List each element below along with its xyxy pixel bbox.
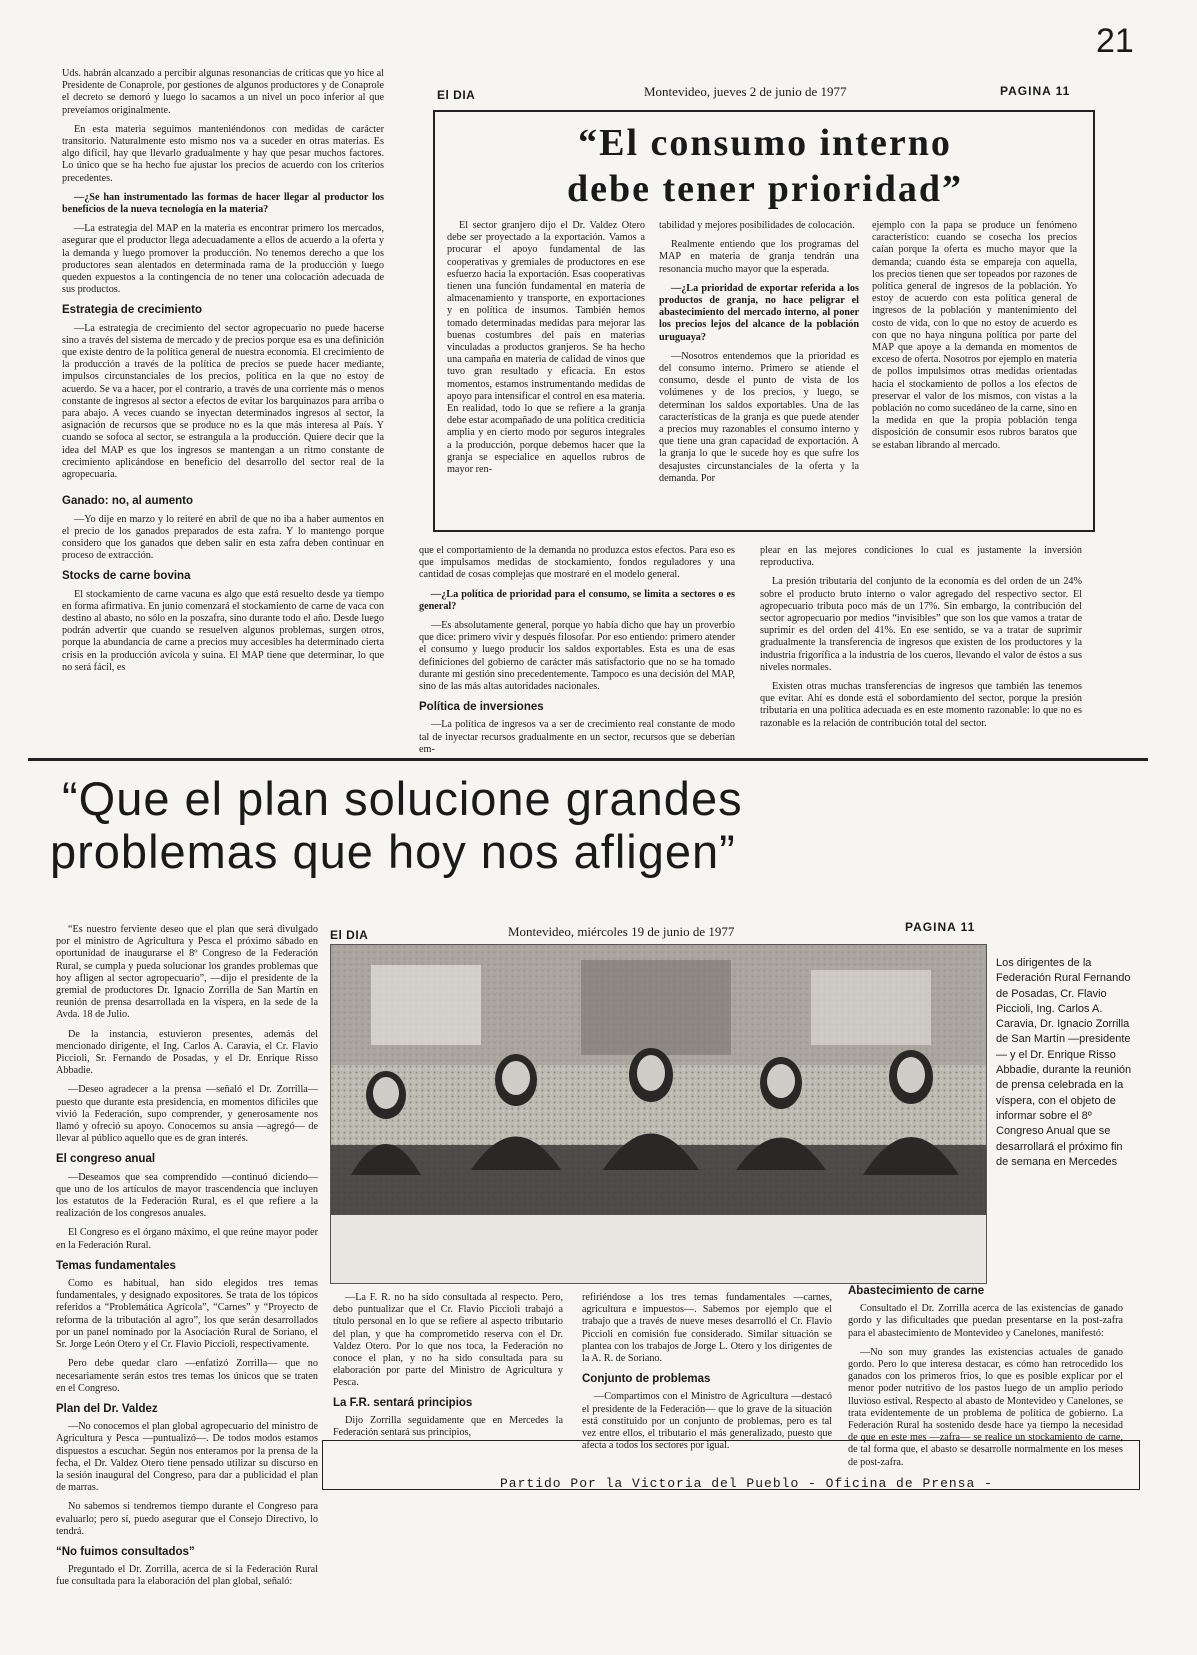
headline-line: problemas que hoy nos afligen” — [50, 825, 736, 878]
paragraph: Como es habitual, han sido elegidos tres temas fundamentales, y designado expositores. Se trata de los tópicos referidos a “Problemática Agrícola”, “Carnes” y “Proyecto de reforma de la tributación al agro”, los que serán desarrollados por un panel nominado por la Asociación Rural de Soriano, el Sr. Jorge León Otero y el Cr. Flavio Piccioli, respectivamente. — [56, 1278, 318, 1351]
paragraph: Preguntado el Dr. Zorrilla, acerca de si la Federación Rural fue consultada para la elaboración del plan global, señaló: — [56, 1564, 318, 1588]
paragraph: —Yo dije en marzo y lo reiteré en abril de que no iba a haber aumentos en el precio de los ganados preparados de esta zafra. Y lo mantengo porque considero que los ganados que deben salir en esta zafra deben continuar en proceso de extracción. — [62, 513, 384, 562]
paragraph: La presión tributaria del conjunto de la economía es del orden de un 24% sobre el producto bruto interno o valor agregado del respectivo sector. El agropecuario tributa poco más de un 17%. Sin embargo, la contribución del sector agropecuario por medios “invisibles” que son los que vamos a tratar de suprimir es del orden del 41%. En ese sentido, se va a tratar de suprimir gradualmente la transferencia de ingresos que existen de los productores y la industria frigorífica a la industria de los cueros, llevando el valor de éstos a sus niveles normales. — [760, 576, 1082, 673]
question: —¿La política de prioridad para el consumo, se limita a sectores o es general? — [419, 588, 735, 612]
paragraph: ejemplo con la papa se produce un fenómeno característico: cuando se cosecha los precios caían porque la oferta es mucho mayor que la demanda; cuando ésta se empareja con aquella, los precios tienen que ser topeados por razones de política general de ingresos de la población. Yo estoy de acuerdo con esta política general de ingresos de la población y mantenimiento del costo de vida, con lo que no estoy de acuerdo es con que no haya ninguna política por parte del MAP que apoye a la demanda en momentos de exceso de oferta. Nosotros por ejemplo en materia de pollos impulsimos otras medidas orientadas hacia el stockamiento de pollos a los efectos de preservar el valor de los mismos, con vistas a la población no como sucedáneo de la carne, sino en la medida en que la propia población tenga disposición de consumir esos rubros baratos que se estaban librando al mercado. — [872, 220, 1077, 451]
paragraph: Realmente entiendo que los programas del MAP en materia de granja tendrán una resonancia mucho mayor que la esperada. — [659, 239, 859, 275]
bottom-left-column — [56, 924, 318, 1642]
paragraph: —La estrategia del MAP en la materia es encontrar primero los mercados, asegurar que el productor llega adecuadamente a ellos de acuerdo a la oferta y la demanda y luego promover la producción. No tenemos derecho a que los productores sean alentados en determinada rama de la producción y luego queden expuestos a la contingencia de no tener una colocación adecuada de sus productos. — [62, 223, 384, 296]
headline — [460, 120, 1070, 212]
paragraph: No sabemos si tendremos tiempo durante el Congreso para evaluarlo; pero sí, puedo asegurar que el Consejo Directivo, lo tendrá. — [56, 1501, 318, 1537]
subheading: Política de inversiones — [419, 701, 544, 714]
paragraph: —La F. R. no ha sido consultada al respecto. Pero, debo puntualizar que el Cr. Flavio Piccioli trabajó a título personal en lo que se refiere al aspecto tributario del plan, y que ha comprometido reserva con el Dr. Valdez Otero. Por lo que nos toca, la Federación no conoce el plan, y no ha sido consultada para su elaboración por parte del Ministro de Agricultura y Pesca. — [333, 1292, 563, 1389]
page-label: PAGINA 11 — [1000, 84, 1071, 98]
subheading: Ganado: no, al aumento — [62, 495, 193, 508]
box-column-1 — [447, 220, 645, 520]
subheading: Plan del Dr. Valdez — [56, 1402, 158, 1415]
headline — [50, 772, 1130, 878]
dateline: Montevideo, miércoles 19 de junio de 1977 — [508, 924, 735, 939]
paragraph: De la instancia, estuvieron presentes, además del mencionado dirigente, el Ing. Carlos A. Caravia, el Cr. Flavio Piccioli, Sr. Fernando de Posadas, y el Dr. Enrique Risso Abbadie. — [56, 1028, 318, 1077]
dateline: Montevideo, jueves 2 de junio de 1977 — [644, 84, 847, 99]
paragraph: tabilidad y mejores posibilidades de colocación. — [659, 220, 855, 231]
subheading: Conjunto de problemas — [582, 1373, 711, 1386]
paragraph: refiriéndose a los tres temas fundamentales —carnes, agricultura e impuestos—. Sabemos por ejemplo que el trabajo que a través de nueve meses desarrolló el Cr. Flavio Piccioli en comisión fue considerado. Similar situación se plantea con los trabajos de Jorge L. Otero y los dirigentes de la A. R. de Soriano. — [582, 1292, 832, 1365]
paragraph: —La política de ingresos va a ser de crecimiento real constante de modo tal de inyectar recursos gradualmente en un sector, recursos que se deberían em- — [419, 719, 735, 755]
paragraph: —Deseo agradecer a la prensa —señaló el Dr. Zorrilla— puesto que durante esta presidencia, en momentos difíciles que vivió la Federación, supo comprender, y generosamente nos llamó y ofreció su apoyo. Conocemos su ansia —agregó— de llevar al público aquello que es de gran interés. — [56, 1084, 318, 1145]
photo-caption: Los dirigentes de la Federación Rural Fernando de Posadas, Cr. Flavio Piccioli, Ing. Carlos A. Caravia, Dr. Ignacio Zorrilla de San Martín —presidente— y el Dr. Enrique Risso Abbadie, durante la reunión de prensa celebrada en la víspera, con el objeto de informar sobre el 8º Congreso Anual que se desarrollará el próximo fin de semana en Mercedes — [996, 957, 1132, 1168]
box-column-2 — [659, 220, 859, 520]
paragraph: —La estrategia de crecimiento del sector agropecuario no puede hacerse sino a través del sistema de mercado y de precios porque esa es una definición que existe dentro de la política general de nuestra economía. El crecimiento de la producción a través de la política de precios se puede hacer mediante, impulsos circunstanciales de los precios, política en la que no estoy de acuerdo. Se va a hacer, por el contrario, a través de una corriente más o menos constante de ingresos al sector a efectos de evitar los barquinazos para arriba o para abajo. A veces cuando se inyectan determinados ingresos al sector, la asignación de recursos que se produce no es la que más interesa al País. Y cuando se sofoca al sector, se estrangula a la producción. Quiere decir que la idea del MAP es que los ingresos se mantengan a un ritmo constante de crecimiento aplicándose en beneficio del desarrollo del sector real de la agropecuaria. — [62, 322, 384, 481]
masthead: El DIA — [330, 928, 369, 942]
paragraph: Existen otras muchas transferencias de ingresos que también las tenemos que evitar. Ahí es donde está el sobordamiento del sector, porque la presión tributaria en una política adecuada es en este momento razonable: lo que no es razonable es la relación de contribución total del sector. — [760, 681, 1082, 729]
paragraph: —No conocemos el plan global agropecuario del ministro de Agricultura y Pesca —puntualizó—. De todos modos estamos dispuestos a escuchar. Según nos enteramos por la prensa de la fecha, el Dr. Valdez Otero tiene pensado utilizar su discurso en la sesión inaugural del Congreso, para dar a publicidad el plan de marras. — [56, 1421, 318, 1494]
paragraph: —Compartimos con el Ministro de Agricultura —destacó el presidente de la Federación— que lo grave de la situación está constituido por un conjunto de problemas, pero es tal vez entre ellos, el tributario el más generalizado, puesto que afecta a todos los sectores por igual. — [582, 1391, 832, 1452]
question: —¿Se han instrumentado las formas de hacer llegar al productor los beneficios de la nueva tecnología en la materia? — [62, 191, 384, 216]
press-conference-photo — [330, 944, 987, 1284]
paragraph: Consultado el Dr. Zorrilla acerca de las existencias de ganado gordo y las dificultades que puedan presentarse en la post-zafra para el abastecimiento de Montevideo y Canelones, manifestó: — [848, 1303, 1123, 1339]
bottom-column-2 — [333, 1292, 563, 1439]
headline-line: “Que el plan solucione grandes — [62, 772, 743, 825]
paragraph: —No son muy grandes las existencias actuales de ganado gordo. Pero lo que interesa destacar, es cómo han retrocedido los ganados con los primeros fríos, lo que es posible explicar por el menor poder nutritivo de los pastos luego de un amplio período lluvioso estival. Respecto al abasto de Montevideo y Canelones, se trata evidentemente de un problema de política de gobierno. La Federación Rural ha sostenido desde hace ya tiempo la necesidad de que en este mes —zafra— se realice un stockamiento de carne, de tal forma que, el abasto se desarrolle normalmente en los meses de post-zafra. — [848, 1346, 1123, 1468]
paragraph: —Nosotros entendemos que la prioridad es del consumo interno. Primero se atiende el consumo, desde el punto de vista de los volúmenes y de los precios, y luego, se determinan los saldos exportables. Una de las características de la granja es que puede atender a precios muy razonables el consumo interno y que tiene una gran capacidad de exportación. A la granja lo que le sucede hoy es que sufre los desajustes circunstanciales de la oferta y la demanda. Por — [659, 350, 859, 484]
headline-line: “El consumo interno — [578, 122, 952, 164]
paragraph: plear en las mejores condiciones lo cual es justamente la inversión reproductiva. — [760, 545, 1082, 569]
paragraph: El Congreso es el órgano máximo, el que reúne mayor poder en la Federación Rural. — [56, 1227, 318, 1251]
paragraph: “Es nuestro ferviente deseo que el plan que será divulgado por el ministro de Agricultura y Pesca el próximo sábado en oportunidad de inaugurarse el 8º Congreso de la Federación Rural, se cumpla y pueda solucionar los grandes problemas que hoy afligen al sector agropecuario”, —dijo el presidente de la gremial de productores Dr. Ignacio Zorrilla de San Martín en reunión de prensa desarrollada en la víspera, en la sede de la Avda. 18 de Julio. — [56, 924, 318, 1021]
subheading: El congreso anual — [56, 1153, 156, 1166]
mid-column-2 — [760, 545, 1082, 745]
page-label: PAGINA 11 — [905, 920, 976, 934]
paragraph: Dijo Zorrilla seguidamente que en Mercedes la Federación sentará sus principios, — [333, 1414, 563, 1439]
paragraph: —Deseamos que sea comprendido —continuó diciendo— que uno de los artículos de mayor trascendencia que incluyen los estatutos de la Federación Rural, es el que refiere a la realización de los congresos anuales. — [56, 1171, 318, 1220]
page-number: 21 — [1096, 22, 1134, 60]
paragraph: Pero debe quedar claro —enfatizó Zorrilla— que no necesariamente serán estos tres temas los únicos que se traten en el Congreso. — [56, 1358, 318, 1394]
paragraph: Uds. habrán alcanzado a percibir algunas resonancias de críticas que yo hice al Presidente de Conaprole, por gestiones de algunos productores y de Conaprole el decreto se demoró y luego lo sacamos a un nivel un poco inferior al que preveíamos originalmente. — [62, 68, 384, 116]
bottom-column-3 — [582, 1292, 832, 1452]
headline-line: debe tener prioridad” — [567, 168, 963, 210]
masthead: El DIA — [437, 88, 476, 102]
paragraph: El stockamiento de carne vacuna es algo que está resuelto desde ya tiempo en forma afirmativa. En junio comenzará el stockamiento de carne de vaca con destino al abasto, no sólo en la poszafra, sino durante todo el año. Desde luego podrán advertir que cuando se resuelven algunos problemas, surgen otros, porque la abundancia de carne a precios muy accesibles ha determinado cierta crisis en la producción avícola y suina. El MAP tiene que determinar, lo que no será fácil, es — [62, 588, 384, 673]
top-left-column — [62, 68, 384, 744]
subheading: Stocks de carne bovina — [62, 570, 191, 583]
subheading: Estrategia de crecimiento — [62, 304, 202, 317]
paragraph: que el comportamiento de la demanda no produzca estos efectos. Para eso es que impulsamos medidas de stockamiento, fondos reguladores y una cantidad de cosas complejas que mostraré en el modelo general. — [419, 545, 735, 581]
subheading: “No fuimos consultados” — [56, 1545, 195, 1558]
box-column-3 — [872, 220, 1077, 520]
section-divider — [28, 758, 1148, 761]
subheading: Temas fundamentales — [56, 1259, 176, 1272]
paragraph: En esta materia seguimos manteniéndonos con medidas de carácter transitorio. Naturalmente esto mismo nos va a suceder en otras materias. Es algo difícil, hay que llevarlo gradualmente y hay que pesar muchos factores. Lo único que se ha hecho fue ajustar los precios de acuerdo con los criterios precedentes. — [62, 123, 384, 184]
photo-illustration — [331, 945, 986, 1283]
paragraph: —Es absolutamente general, porque yo había dicho que hay un proverbio que dice: primero vivir y después filosofar. Por eso entiendo: primero atender el consumo y luego producir los saldos exportables. Esta es una de esas definiciones del gobierno de carácter más satisfactorio que no se ha tomado durante mi gestión sino precedentemente. Tampoco es una decisión del MAP, sino de las más altas autoridades nacionales. — [419, 620, 735, 693]
bottom-column-4 — [848, 1285, 1123, 1468]
mid-column-1 — [419, 545, 735, 755]
footer-text: Partido Por la Victoria del Pueblo - Oficina de Prensa - — [500, 1476, 993, 1491]
subheading: La F.R. sentará principios — [333, 1396, 473, 1409]
subheading: Abastecimiento de carne — [848, 1285, 985, 1297]
question: —¿La prioridad de exportar referida a los productos de granja, no hace peligrar el abastecimiento del mercado interno, al poner los precios lejos del alcance de la población uruguaya? — [659, 282, 859, 343]
paragraph: El sector granjero dijo el Dr. Valdez Otero debe ser proyectado a la exportación. Vamos a procurar el apoyo fundamental de las cooperativas y gremiales de productores en ese esfuerzo hacia la exportación. Esas cooperativas tienen una función fundamental en materia de almacenamiento y transporte, en exportaciones y en política de insumos. También hemos tomado determinadas medidas para mejorar las buenas costumbres del país en materias vinculadas a productos granjeros. Se ha hecho una campaña en materia de calidad de vinos que tuvo gran resultado y eficacia. En estos momentos, estamos instrumentando medidas de apoyo para intensificar el control en esa materia. En realidad, todo lo que se refiere a la granja debe estar acompañado de una política crediticia amplia y en cierto modo por seguros integrales a la producción, porque debemos hacer que la granja se especialice en aquellos rubros de mayor ren- — [447, 220, 645, 476]
